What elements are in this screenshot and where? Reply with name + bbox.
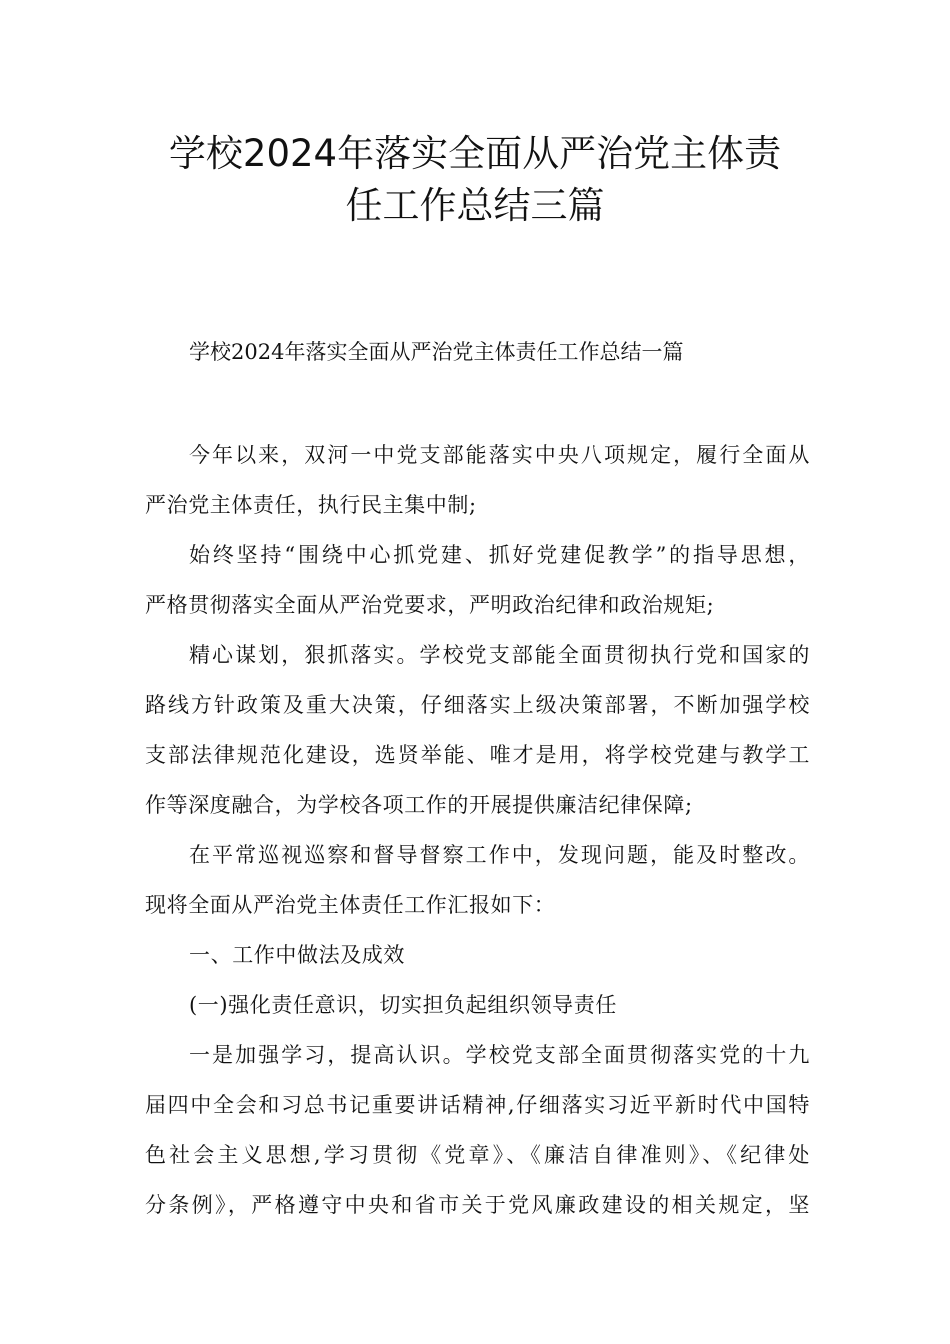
paragraph xyxy=(145,830,810,930)
subsection-heading xyxy=(145,980,810,1030)
text-line: 一、工作中做法及成效 xyxy=(189,943,405,967)
text-line: 一是加强学习，提高认识。学校党支部全面贯彻落实党的十九 xyxy=(189,1043,810,1067)
text-line: 精心谋划，狠抓落实。学校党支部能全面贯彻执行党和国家的 xyxy=(189,643,810,667)
text-line: (一)强化责任意识，切实担负起组织领导责任 xyxy=(189,993,617,1017)
text-line: 色社会主义思想,学习贯彻《党章》、《廉洁自律准则》、《纪律处 xyxy=(145,1143,810,1167)
text-line: 今年以来，双河一中党支部能落实中央八项规定，履行全面从 xyxy=(189,443,810,467)
paragraph xyxy=(145,1030,810,1230)
document-subtitle: 学校2024年落实全面从严治党主体责任工作总结一篇 xyxy=(189,340,684,364)
text-line: 在平常巡视巡察和督导督察工作中，发现问题，能及时整改。 xyxy=(189,843,810,867)
text-line: 分条例》，严格遵守中央和省市关于党风廉政建设的相关规定，坚 xyxy=(145,1193,810,1217)
title-line: 任工作总结三篇 xyxy=(345,184,605,227)
paragraph xyxy=(145,530,810,630)
section-heading xyxy=(145,930,810,980)
text-line: 始终坚持“围绕中心抓党建、抓好党建促教学”的指导思想， xyxy=(189,543,810,567)
title-line: 学校2024年落实全面从严治党主体责 xyxy=(168,132,782,175)
text-line: 支部法律规范化建设，选贤举能、唯才是用，将学校党建与教学工 xyxy=(145,743,810,767)
text-line: 届四中全会和习总书记重要讲话精神,仔细落实习近平新时代中国特 xyxy=(145,1093,810,1117)
text-line: 作等深度融合，为学校各项工作的开展提供廉洁纪律保障; xyxy=(145,793,693,817)
text-line: 现将全面从严治党主体责任工作汇报如下： xyxy=(145,893,556,917)
text-line: 路线方针政策及重大决策，仔细落实上级决策部署，不断加强学校 xyxy=(145,693,810,717)
document-body xyxy=(145,430,810,1230)
text-line: 严治党主体责任，执行民主集中制; xyxy=(145,493,477,517)
paragraph xyxy=(145,430,810,530)
text-line: 严格贯彻落实全面从严治党要求，严明政治纪律和政治规矩; xyxy=(145,593,715,617)
paragraph xyxy=(145,630,810,830)
document-title xyxy=(120,128,830,232)
